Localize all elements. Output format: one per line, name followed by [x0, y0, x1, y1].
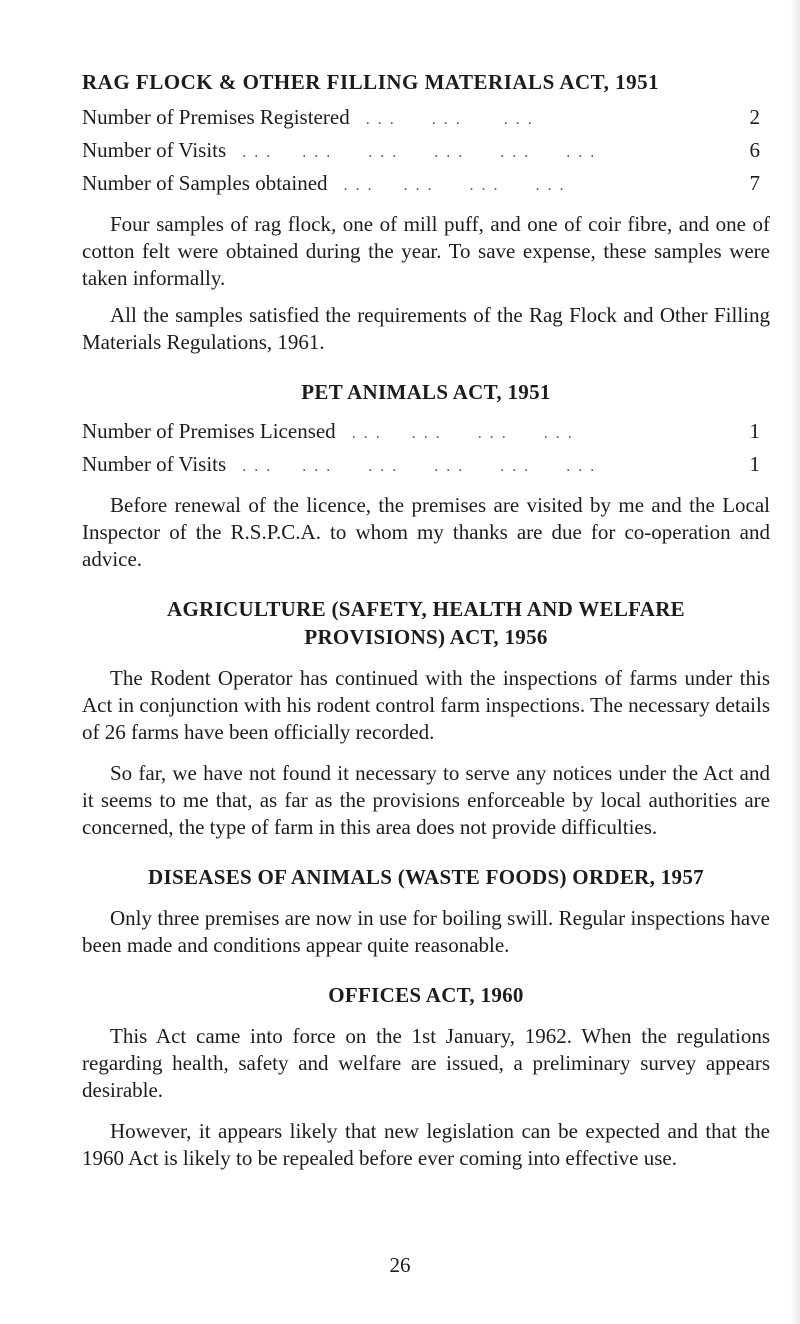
- section-heading-agriculture: [82, 595, 770, 651]
- leader-dots: . . . . . . . . . . . . . . . . . .: [242, 458, 597, 475]
- stat-label: Number of Visits: [82, 138, 227, 162]
- stat-row: [82, 102, 760, 135]
- stat-row: [82, 168, 760, 201]
- section-heading-offices: OFFICES ACT, 1960: [328, 983, 524, 1007]
- leader-dots: . . . . . . . . . . . . . . . . . .: [242, 144, 597, 161]
- body-paragraph: Only three premises are now in use for boiling swill. Regular inspections have been made and conditions appear quite reasonable.: [82, 906, 770, 957]
- stat-row: [82, 416, 760, 449]
- body-paragraph: However, it appears likely that new legislation can be expected and that the 1960 Act is likely to be repealed before ever coming into effective use.: [82, 1119, 770, 1170]
- stat-value: 6: [749, 138, 760, 162]
- stat-value: 1: [749, 419, 760, 443]
- leader-dots: . . . . . . . . .: [365, 111, 534, 128]
- page-edge-shadow: [790, 0, 800, 1324]
- heading-line: PROVISIONS) ACT, 1956: [304, 625, 548, 649]
- stat-row: [82, 135, 760, 168]
- body-paragraph: This Act came into force on the 1st January, 1962. When the regulations regarding health, safety and welfare are issued, a preliminary survey appears desirable.: [82, 1024, 770, 1102]
- body-paragraph: Four samples of rag flock, one of mill puff, and one of coir fibre, and one of cotton felt were obtained during the year. To save expense, these samples were taken informally.: [82, 212, 770, 290]
- leader-dots: . . . . . . . . . . . .: [351, 425, 574, 442]
- section-heading-rag-flock: RAG FLOCK & OTHER FILLING MATERIALS ACT, 1951: [82, 70, 660, 94]
- stat-label: Number of Premises Licensed: [82, 419, 336, 443]
- leader-dots: . . . . . . . . . . . .: [343, 177, 566, 194]
- stat-label: Number of Samples obtained: [82, 171, 328, 195]
- body-paragraph: All the samples satisfied the requirements of the Rag Flock and Other Filling Materials Regulations, 1961.: [82, 303, 770, 354]
- stat-label: Number of Visits: [82, 452, 227, 476]
- body-paragraph: Before renewal of the licence, the premises are visited by me and the Local Inspector of the R.S.P.C.A. to whom my thanks are due for co-operation and advice.: [82, 493, 770, 571]
- stat-row: [82, 449, 760, 482]
- body-paragraph: The Rodent Operator has continued with the inspections of farms under this Act in conjunction with his rodent control farm inspections. The necessary details of 26 farms have been officially recorded.: [82, 666, 770, 744]
- section-heading-pet-animals: PET ANIMALS ACT, 1951: [301, 380, 551, 404]
- page-number: 26: [389, 1253, 411, 1277]
- body-paragraph: So far, we have not found it necessary to serve any notices under the Act and it seems to me that, as far as the provisions enforceable by local authorities are concerned, the type of farm in this area does not provide difficulties.: [82, 761, 770, 839]
- section-heading-diseases: DISEASES OF ANIMALS (WASTE FOODS) ORDER, 1957: [148, 865, 704, 889]
- heading-line: AGRICULTURE (SAFETY, HEALTH AND WELFARE: [167, 597, 685, 621]
- stat-value: 2: [749, 105, 760, 129]
- stat-label: Number of Premises Registered: [82, 105, 350, 129]
- stat-value: 7: [749, 171, 760, 195]
- page-content: [82, 68, 770, 1172]
- stat-value: 1: [749, 452, 760, 476]
